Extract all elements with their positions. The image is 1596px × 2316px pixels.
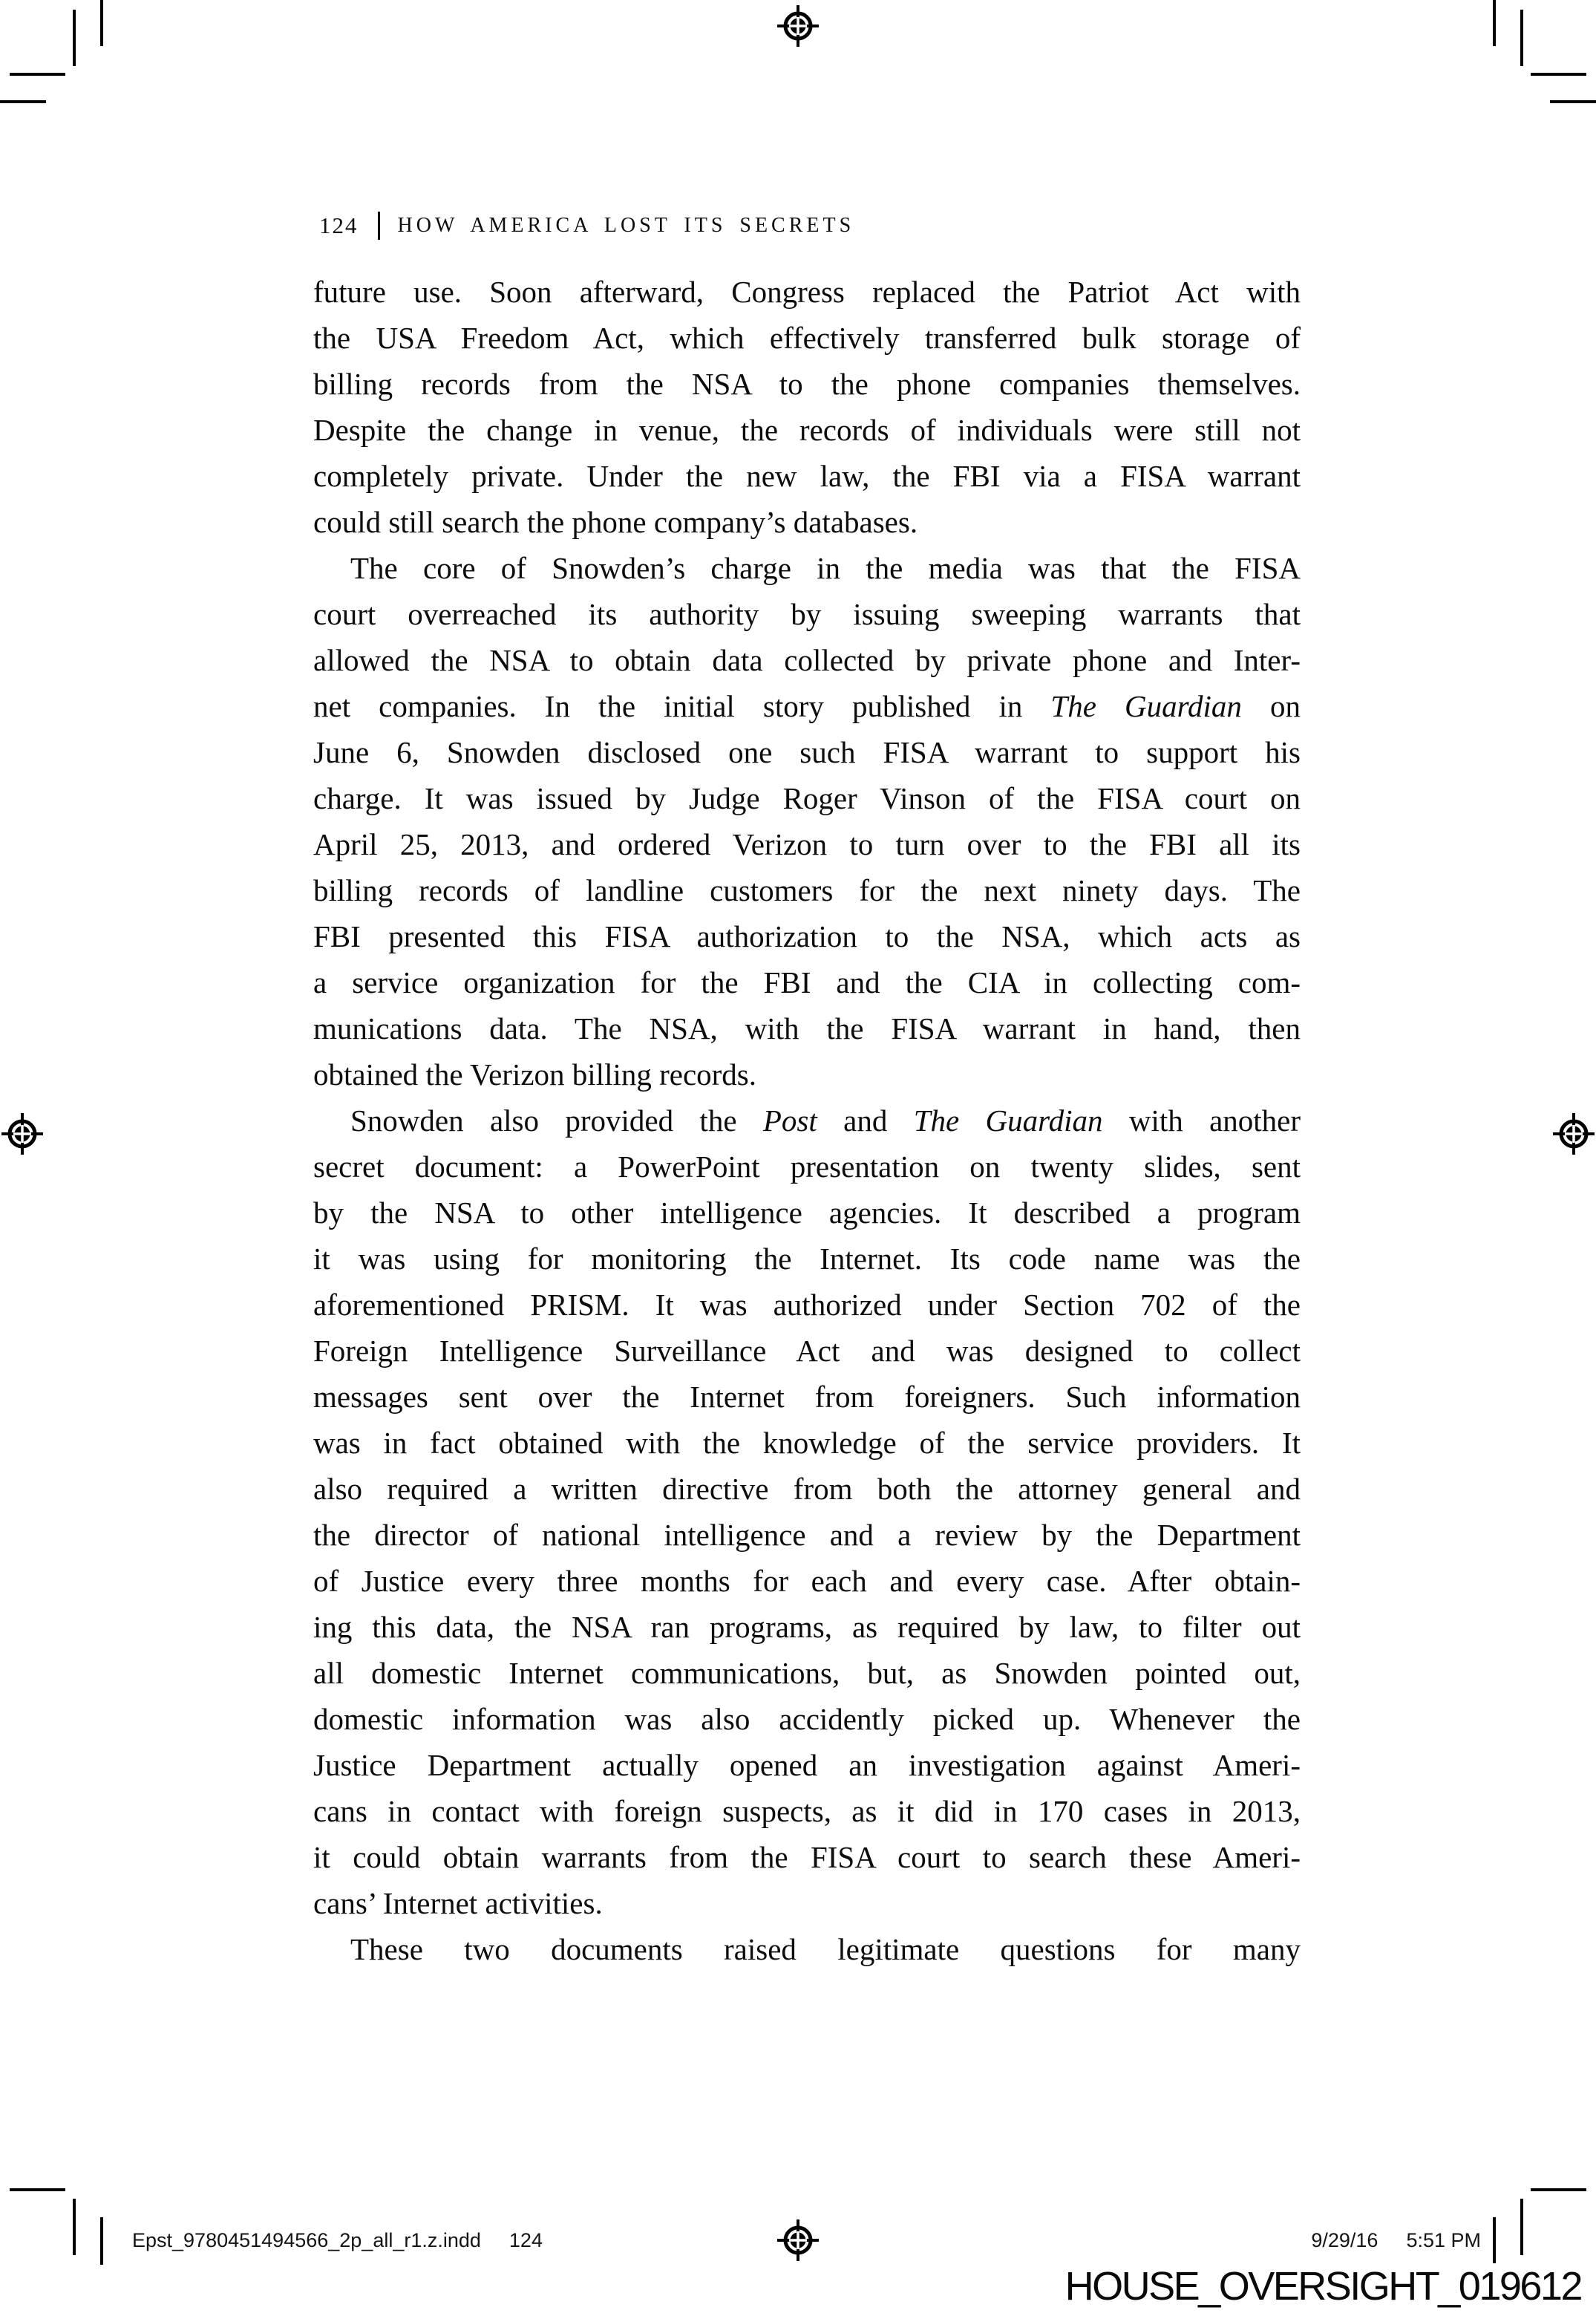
text-line: allowed the NSA to obtain data collected by private phone and Inter- <box>313 643 1301 677</box>
slug-date: 9/29/16 <box>1311 2229 1378 2251</box>
text-line: net companies. In the initial story published in The Guardian on <box>313 689 1301 723</box>
slug-filename: Epst_9780451494566_2p_all_r1.z.indd <box>132 2229 481 2251</box>
text-line: all domestic Internet communications, but, as Snowden pointed out, <box>313 1656 1301 1690</box>
text-line: cans in contact with foreign suspects, as it did in 170 cases in 2013, <box>313 1794 1301 1828</box>
page-number: 124 <box>319 212 359 238</box>
text-line: Despite the change in venue, the records of individuals were still not <box>313 413 1301 447</box>
registration-target-icon <box>1550 1110 1596 1158</box>
text-line: a service organization for the FBI and the CIA in collecting com- <box>313 965 1301 999</box>
registration-target-icon <box>774 2216 822 2264</box>
text-line: the USA Freedom Act, which effectively transferred bulk storage of <box>313 321 1301 355</box>
crop-mark <box>1531 73 1586 76</box>
crop-mark <box>1520 2199 1523 2255</box>
text-line: The core of Snowden’s charge in the media was that the FISA <box>350 551 1301 585</box>
crop-mark <box>73 10 76 66</box>
crop-mark <box>1493 2217 1496 2265</box>
text-line: cans’ Internet activities. <box>313 1886 603 1920</box>
running-title: HOW AMERICA LOST ITS SECRETS <box>397 214 855 237</box>
text-line: aforementioned PRISM. It was authorized under Section 702 of the <box>313 1288 1301 1322</box>
bates-stamp: HOUSE_OVERSIGHT_019612 <box>1059 2263 1581 2309</box>
print-slug-datetime <box>1311 2229 1481 2252</box>
crop-mark <box>1531 2188 1586 2191</box>
text-line: was in fact obtained with the knowledge of the service providers. It <box>313 1426 1301 1460</box>
crop-mark <box>0 100 46 103</box>
header-divider <box>378 212 380 240</box>
text-line: These two documents raised legitimate questions for many <box>350 1932 1301 1966</box>
crop-mark <box>1493 0 1496 46</box>
text-line: Snowden also provided the Post and The Guardian with another <box>350 1103 1301 1138</box>
text-line: secret document: a PowerPoint presentation on twenty slides, sent <box>313 1149 1301 1184</box>
registration-target-icon <box>774 2 822 50</box>
text-line: the director of national intelligence and a review by the Department <box>313 1518 1301 1552</box>
print-slug-filename <box>132 2229 543 2252</box>
text-line: domestic information was also accidently picked up. Whenever the <box>313 1702 1301 1736</box>
body-text <box>313 269 1301 1972</box>
text-line: charge. It was issued by Judge Roger Vinson of the FISA court on <box>313 781 1301 815</box>
text-line: Justice Department actually opened an investigation against Ameri- <box>313 1748 1301 1782</box>
text-line: messages sent over the Internet from foreigners. Such information <box>313 1380 1301 1414</box>
text-line: it could obtain warrants from the FISA court to search these Ameri- <box>313 1840 1301 1874</box>
text-line: billing records of landline customers for the next ninety days. The <box>313 873 1301 907</box>
text-line: FBI presented this FISA authorization to the NSA, which acts as <box>313 919 1301 953</box>
text-line: court overreached its authority by issuing sweeping warrants that <box>313 597 1301 631</box>
crop-mark <box>100 0 103 46</box>
text-line: completely private. Under the new law, the FBI via a FISA warrant <box>313 459 1301 493</box>
crop-mark <box>100 2217 103 2265</box>
text-line: June 6, Snowden disclosed one such FISA warrant to support his <box>313 735 1301 769</box>
text-line: could still search the phone company’s databases. <box>313 505 918 539</box>
text-line: also required a written directive from both the attorney general and <box>313 1472 1301 1506</box>
text-line: future use. Soon afterward, Congress replaced the Patriot Act with <box>313 275 1301 309</box>
text-line: of Justice every three months for each and every case. After obtain- <box>313 1564 1301 1598</box>
text-line: by the NSA to other intelligence agencies. It described a program <box>313 1195 1301 1230</box>
registration-target-icon <box>0 1110 46 1158</box>
running-header <box>319 209 854 242</box>
slug-time: 5:51 PM <box>1406 2229 1481 2251</box>
text-line: obtained the Verizon billing records. <box>313 1057 757 1092</box>
crop-mark <box>1520 10 1523 66</box>
slug-page-number: 124 <box>508 2229 543 2251</box>
crop-mark <box>10 2188 65 2191</box>
text-line: billing records from the NSA to the phone companies themselves. <box>313 367 1301 401</box>
text-line: Foreign Intelligence Surveillance Act and was designed to collect <box>313 1334 1301 1368</box>
crop-mark <box>10 73 65 76</box>
text-line: April 25, 2013, and ordered Verizon to turn over to the FBI all its <box>313 827 1301 861</box>
text-line: it was using for monitoring the Internet. Its code name was the <box>313 1242 1301 1276</box>
crop-mark <box>1550 100 1596 103</box>
text-line: munications data. The NSA, with the FISA warrant in hand, then <box>313 1011 1301 1046</box>
crop-mark <box>73 2199 76 2255</box>
text-line: ing this data, the NSA ran programs, as required by law, to filter out <box>313 1610 1301 1644</box>
